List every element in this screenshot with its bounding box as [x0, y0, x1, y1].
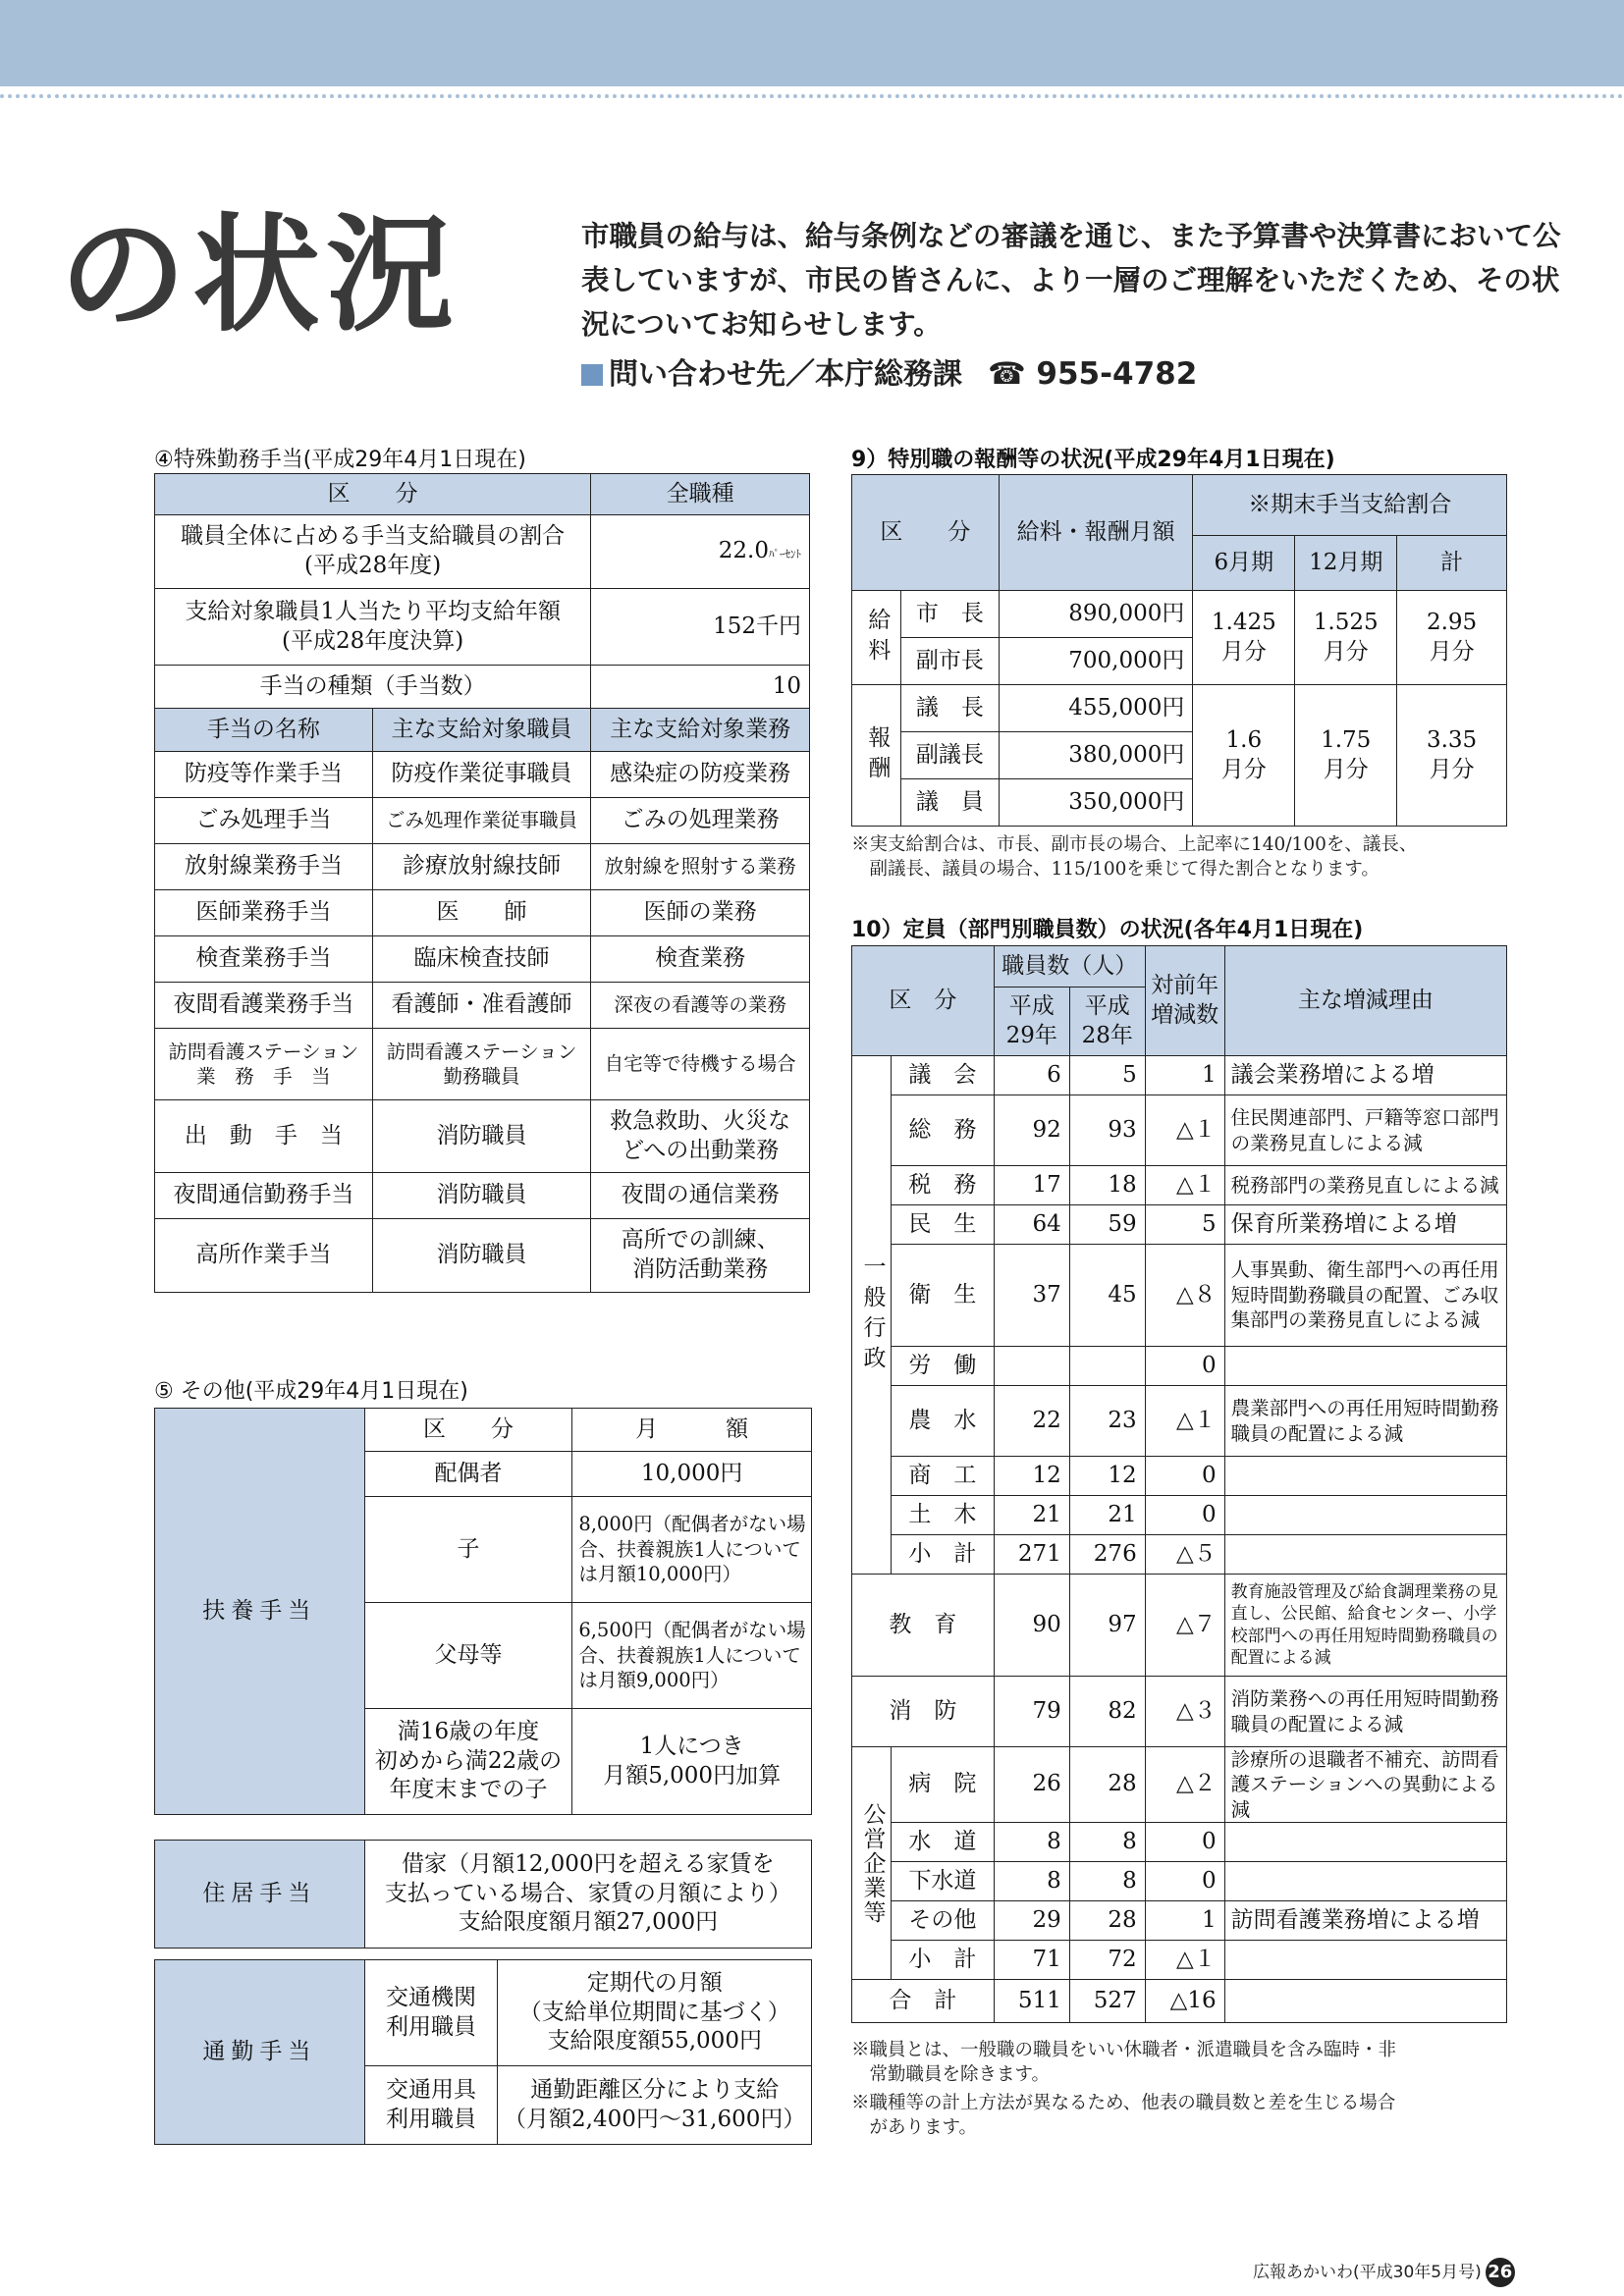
header-cell: 全職種	[591, 474, 810, 515]
table-cell: 議会業務増による増	[1224, 1056, 1506, 1095]
table-cell: 救急救助、火災な どへの出動業務	[591, 1100, 810, 1173]
table-cell: 72	[1069, 1941, 1145, 1980]
table-cell	[1224, 1535, 1506, 1575]
table-cell	[1224, 1496, 1506, 1535]
table-cell: 22	[994, 1386, 1069, 1457]
rate-cell: 1.525 月分	[1295, 591, 1397, 685]
table-cell: △３	[1145, 1677, 1224, 1747]
footer-text: 広報あかいわ(平成30年5月号)	[1253, 2263, 1482, 2282]
phone-number: 955-4782	[1036, 356, 1198, 392]
table-cell: 副市長	[900, 638, 999, 685]
table-cell: 副議長	[900, 732, 999, 779]
header-cell: 月 額	[572, 1409, 812, 1452]
jukyo-label: 住居手当	[155, 1841, 365, 1949]
table-cell: 臨床検査技師	[372, 936, 591, 983]
ippan-label: 一般行政	[852, 1056, 892, 1575]
table-cell: 90	[994, 1575, 1069, 1677]
header-cell: 平成 28年	[1069, 988, 1145, 1056]
table-cell: 議 会	[891, 1056, 994, 1095]
tokushu-title: ④特殊勤務手当(平成29年4月1日現在)	[154, 448, 526, 472]
table-cell: △７	[1145, 1575, 1224, 1677]
header-cell: 手当の名称	[155, 709, 373, 752]
table-cell: 定期代の月額 （支給単位期間に基づく） 支給限度額55,000円	[498, 1960, 812, 2066]
table-cell: △８	[1145, 1245, 1224, 1347]
table-cell: 放射線を照射する業務	[591, 844, 810, 890]
table-cell: 350,000円	[999, 779, 1193, 827]
table-cell: 検査業務手当	[155, 936, 373, 983]
table-cell	[1224, 1823, 1506, 1862]
table-cell: 17	[994, 1166, 1069, 1205]
table-cell: 水 道	[891, 1823, 994, 1862]
table-cell: 子	[364, 1497, 572, 1603]
table-cell: 0	[1145, 1347, 1224, 1386]
table-cell: 23	[1069, 1386, 1145, 1457]
table-cell: 93	[1069, 1095, 1145, 1166]
table-cell: △５	[1145, 1535, 1224, 1575]
rate-cell: 1.75 月分	[1295, 685, 1397, 827]
header-cell: 6月期	[1193, 536, 1295, 591]
header-cell: 12月期	[1295, 536, 1397, 591]
tokushu-table	[154, 473, 810, 1293]
table-cell: 総 務	[891, 1095, 994, 1166]
table-cell: 訪問看護ステーション 業 務 手 当	[155, 1029, 373, 1100]
table-cell: 税務部門の業務見直しによる減	[1224, 1166, 1506, 1205]
table-cell: 訪問看護ステーション 勤務職員	[372, 1029, 591, 1100]
table-cell: 夜間看護業務手当	[155, 983, 373, 1029]
table-cell: 97	[1069, 1575, 1145, 1677]
table-cell: ごみ処理手当	[155, 798, 373, 844]
header-cell: 給料・報酬月額	[999, 475, 1193, 591]
table-cell: 26	[994, 1747, 1069, 1823]
table-cell: 医師の業務	[591, 890, 810, 936]
row-value: 10	[591, 666, 810, 709]
header-cell: 主な支給対象業務	[591, 709, 810, 752]
table-cell: 700,000円	[999, 638, 1193, 685]
table-cell: 消防職員	[372, 1219, 591, 1293]
table-cell: 人事異動、衛生部門への再任用短時間勤務職員の配置、ごみ収集部門の業務見直しによる減	[1224, 1245, 1506, 1347]
intro-text: 市職員の給与は、給与条例などの審議を通じ、また予算書や決算書において公表していますが、市民の皆さんに、より一層のご理解をいただくため、その状況についてお知らせします。	[581, 220, 1561, 341]
table-cell	[994, 1347, 1069, 1386]
dotted-divider	[0, 94, 1624, 98]
table-cell: 教育施設管理及び給食調理業務の見直し、公民館、給食センター、小学校部門への再任用短時間勤務職員の配置による減	[1224, 1575, 1506, 1677]
table-cell: 夜間通信勤務手当	[155, 1173, 373, 1219]
table-cell: 8	[994, 1823, 1069, 1862]
table-cell: 衛 生	[891, 1245, 994, 1347]
table-cell: 21	[1069, 1496, 1145, 1535]
table-cell: 感染症の防疫業務	[591, 752, 810, 798]
rate-cell: 1.425 月分	[1193, 591, 1295, 685]
table-cell: 12	[994, 1457, 1069, 1496]
table-cell: 農業部門への再任用短時間勤務職員の配置による減	[1224, 1386, 1506, 1457]
jukyo-table	[154, 1840, 812, 1949]
phone-icon: ☎	[988, 356, 1026, 392]
row-label: 職員全体に占める手当支給職員の割合 (平成28年度)	[155, 515, 591, 589]
table-cell: 通勤距離区分により支給 （月額2,400円～31,600円）	[498, 2066, 812, 2145]
tokubetsu-title: 9）特別職の報酬等の状況(平成29年4月1日現在)	[851, 448, 1335, 472]
table-cell: 8	[1069, 1823, 1145, 1862]
table-cell: 0	[1145, 1457, 1224, 1496]
table-cell: 29	[994, 1901, 1069, 1941]
table-cell: 271	[994, 1535, 1069, 1575]
table-cell: 満16歳の年度 初めから満22歳の 年度末までの子	[364, 1709, 572, 1815]
fuyo-table	[154, 1408, 812, 1815]
header-cell: 計	[1397, 536, 1507, 591]
table-cell: △１	[1145, 1095, 1224, 1166]
table-cell: ごみの処理業務	[591, 798, 810, 844]
table-cell: 教 育	[852, 1575, 995, 1677]
table-cell: △２	[1145, 1747, 1224, 1823]
table-cell: 6	[994, 1056, 1069, 1095]
header-cell: 対前年 増減数	[1145, 946, 1224, 1056]
tsukin-label: 通勤手当	[155, 1960, 365, 2145]
table-cell: 配偶者	[364, 1452, 572, 1497]
table-cell: 1	[1145, 1901, 1224, 1941]
table-cell: 37	[994, 1245, 1069, 1347]
table-cell	[1224, 1941, 1506, 1980]
table-cell: 税 務	[891, 1166, 994, 1205]
table-cell: 小 計	[891, 1535, 994, 1575]
table-cell: 455,000円	[999, 685, 1193, 732]
table-cell: 議 長	[900, 685, 999, 732]
table-cell: 医師業務手当	[155, 890, 373, 936]
table-cell: △１	[1145, 1941, 1224, 1980]
row-label: 手当の種類（手当数）	[155, 666, 591, 709]
table-cell: 10,000円	[572, 1452, 812, 1497]
table-cell: 防疫作業従事職員	[372, 752, 591, 798]
table-cell: 農 水	[891, 1386, 994, 1457]
table-cell	[1224, 1980, 1506, 2023]
header-cell: 職員数（人）	[994, 946, 1145, 988]
table-cell: 小 計	[891, 1941, 994, 1980]
page-title: の状況	[59, 200, 460, 349]
table-cell: 511	[994, 1980, 1069, 2023]
table-cell: △１	[1145, 1166, 1224, 1205]
table-cell: 21	[994, 1496, 1069, 1535]
bullet-square-icon	[581, 364, 603, 386]
table-cell: 消防業務への再任用短時間勤務職員の配置による減	[1224, 1677, 1506, 1747]
table-cell: 59	[1069, 1205, 1145, 1245]
table-cell: 高所作業手当	[155, 1219, 373, 1293]
table-cell: 890,000円	[999, 591, 1193, 638]
table-cell: 0	[1145, 1823, 1224, 1862]
footer	[1253, 2258, 1515, 2287]
header-cell: ※期末手当支給割合	[1193, 475, 1507, 536]
table-cell: 医 師	[372, 890, 591, 936]
table-cell	[1224, 1347, 1506, 1386]
table-cell: 父母等	[364, 1603, 572, 1709]
teiin-note-1: ※職員とは、一般職の職員をいい休職者・派遣職員を含み臨時・非 常勤職員を除きます。	[851, 2040, 1397, 2085]
table-cell	[1224, 1457, 1506, 1496]
table-cell: 診療放射線技師	[372, 844, 591, 890]
table-cell: 保育所業務増による増	[1224, 1205, 1506, 1245]
table-cell: 放射線業務手当	[155, 844, 373, 890]
rate-cell: 1.6 月分	[1193, 685, 1295, 827]
table-cell: 92	[994, 1095, 1069, 1166]
page-number: 26	[1486, 2258, 1515, 2287]
header-cell: 区 分	[155, 474, 591, 515]
sonota-title: ⑤ その他(平成29年4月1日現在)	[154, 1379, 468, 1404]
row-label: 支給対象職員1人当たり平均支給年額 (平成28年度決算)	[155, 589, 591, 666]
table-cell: 下水道	[891, 1862, 994, 1901]
table-cell	[1069, 1347, 1145, 1386]
table-cell: 商 工	[891, 1457, 994, 1496]
table-cell: 高所での訓練、 消防活動業務	[591, 1219, 810, 1293]
table-cell: 深夜の看護等の業務	[591, 983, 810, 1029]
table-cell: 交通用具 利用職員	[364, 2066, 498, 2145]
table-cell: 12	[1069, 1457, 1145, 1496]
teiin-table	[851, 945, 1507, 2023]
table-cell: ごみ処理作業従事職員	[372, 798, 591, 844]
tokubetsu-table	[851, 474, 1507, 827]
table-cell: 訪問看護業務増による増	[1224, 1901, 1506, 1941]
table-cell: 住民関連部門、戸籍等窓口部門の業務見直しによる減	[1224, 1095, 1506, 1166]
table-cell: 交通機関 利用職員	[364, 1960, 498, 2066]
table-cell: 病 院	[891, 1747, 994, 1823]
table-cell: 276	[1069, 1535, 1145, 1575]
table-cell: 82	[1069, 1677, 1145, 1747]
table-cell: 527	[1069, 1980, 1145, 2023]
table-cell: 28	[1069, 1747, 1145, 1823]
table-cell: 5	[1069, 1056, 1145, 1095]
table-cell: 380,000円	[999, 732, 1193, 779]
table-cell: 45	[1069, 1245, 1145, 1347]
table-cell: 8,000円（配偶者がない場合、扶養親族1人については月額10,000円）	[572, 1497, 812, 1603]
table-cell: 自宅等で待機する場合	[591, 1029, 810, 1100]
header-cell: 主な支給対象職員	[372, 709, 591, 752]
table-cell: 市 長	[900, 591, 999, 638]
table-cell: 0	[1145, 1496, 1224, 1535]
header-cell: 平成 29年	[994, 988, 1069, 1056]
table-cell: 8	[994, 1862, 1069, 1901]
table-cell: 民 生	[891, 1205, 994, 1245]
table-cell: △１	[1145, 1386, 1224, 1457]
contact-line	[581, 349, 1197, 393]
kyuryo-label: 給料	[852, 591, 901, 685]
table-cell: その他	[891, 1901, 994, 1941]
teiin-note-2: ※職種等の計上方法が異なるため、他表の職員数と差を生じる場合 があります。	[851, 2093, 1396, 2138]
header-cell: 主な増減理由	[1224, 946, 1506, 1056]
table-cell: 18	[1069, 1166, 1145, 1205]
table-cell: 79	[994, 1677, 1069, 1747]
table-cell: 6,500円（配偶者がない場合、扶養親族1人については月額9,000円）	[572, 1603, 812, 1709]
table-cell: 夜間の通信業務	[591, 1173, 810, 1219]
table-cell: 8	[1069, 1862, 1145, 1901]
table-cell: 64	[994, 1205, 1069, 1245]
koei-label: 公営企業等	[852, 1747, 892, 1980]
header-cell: 区 分	[852, 946, 995, 1056]
row-value: 22.0ﾊﾟｰｾﾝﾄ	[591, 515, 810, 589]
table-cell: 看護師・准看護師	[372, 983, 591, 1029]
table-cell: 消防職員	[372, 1100, 591, 1173]
table-cell: 消防職員	[372, 1173, 591, 1219]
header-cell: 区 分	[852, 475, 1000, 591]
header-cell: 区 分	[364, 1409, 572, 1452]
table-cell: 検査業務	[591, 936, 810, 983]
teiin-title: 10）定員（部門別職員数）の状況(各年4月1日現在)	[851, 918, 1364, 942]
table-cell: 診療所の退職者不補充、訪問看護ステーションへの異動による減	[1224, 1747, 1506, 1823]
tokubetsu-note: ※実支給割合は、市長、副市長の場合、上記率に140/100を、議長、 副議長、議員の場合、115/100を乗じて得た割合となります。	[851, 834, 1418, 880]
top-color-band	[0, 0, 1624, 86]
contact-label: 問い合わせ先／本庁総務課	[609, 357, 962, 392]
table-cell: 合 計	[852, 1980, 995, 2023]
table-cell: 28	[1069, 1901, 1145, 1941]
table-cell: 0	[1145, 1862, 1224, 1901]
jukyo-text: 借家（月額12,000円を超える家賃を 支払っている場合、家賃の月額により） 支給限度額月額27,000円	[364, 1841, 811, 1949]
row-value: 152千円	[591, 589, 810, 666]
tsukin-table	[154, 1959, 812, 2145]
table-cell: 議 員	[900, 779, 999, 827]
fuyo-label: 扶養手当	[155, 1409, 365, 1815]
rate-cell: 3.35 月分	[1397, 685, 1507, 827]
table-cell: 出 動 手 当	[155, 1100, 373, 1173]
table-cell: 1人につき 月額5,000円加算	[572, 1709, 812, 1815]
table-cell: 労 働	[891, 1347, 994, 1386]
table-cell: 5	[1145, 1205, 1224, 1245]
rate-cell: 2.95 月分	[1397, 591, 1507, 685]
hoshu-label: 報酬	[852, 685, 901, 827]
table-cell: 防疫等作業手当	[155, 752, 373, 798]
table-cell: 1	[1145, 1056, 1224, 1095]
table-cell: 71	[994, 1941, 1069, 1980]
table-cell	[1224, 1862, 1506, 1901]
table-cell: 土 木	[891, 1496, 994, 1535]
table-cell: △16	[1145, 1980, 1224, 2023]
table-cell: 消 防	[852, 1677, 995, 1747]
